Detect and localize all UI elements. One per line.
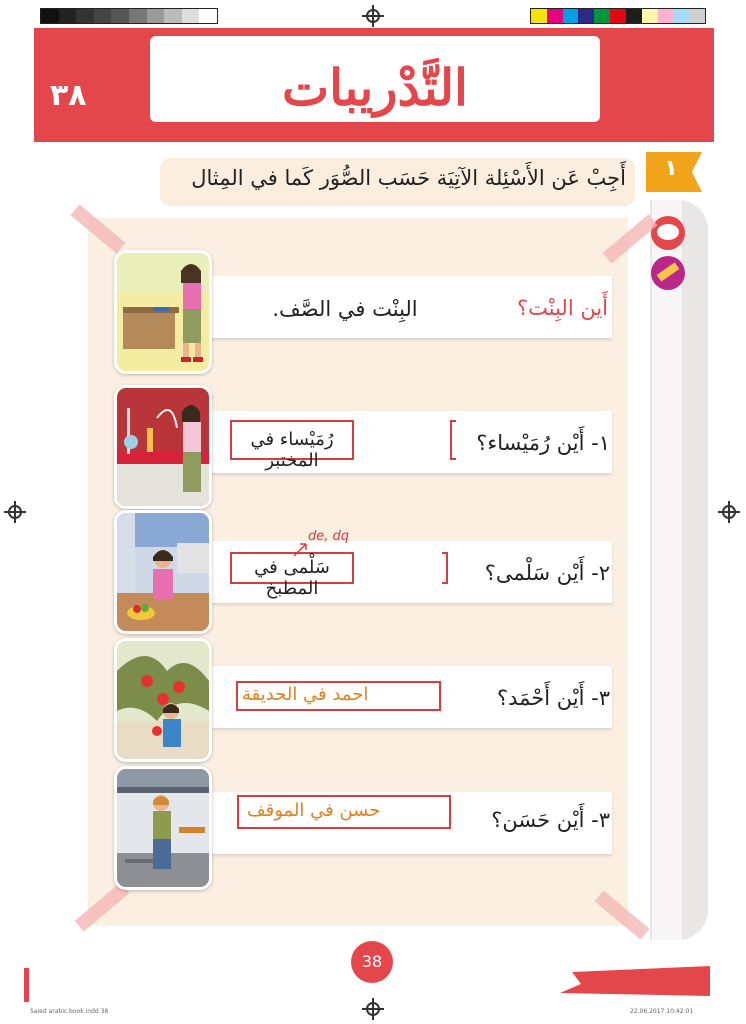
answer-text: حسن في الموقف xyxy=(247,800,381,821)
answer-bracket xyxy=(442,552,448,584)
color-calibration-strip xyxy=(530,8,706,24)
file-info: Saied arabic book.indd 38 xyxy=(30,1008,109,1015)
example-question: أَين البِنْت؟ xyxy=(516,296,608,320)
classroom-picture xyxy=(114,250,212,374)
page-number-badge: 38 xyxy=(351,941,393,983)
correction-arrow-icon xyxy=(292,540,312,558)
answer-bracket xyxy=(450,420,456,460)
registration-mark-icon xyxy=(366,1002,380,1016)
answer-text: سَلْمى في المطبخ xyxy=(254,557,330,599)
speech-bubble-inner xyxy=(657,224,679,240)
garden-picture xyxy=(114,638,212,762)
side-tab-stripe xyxy=(652,200,682,940)
registration-mark-icon xyxy=(8,505,22,519)
answer-text: رُمَيْساء في المختبر xyxy=(250,429,334,471)
footer-banner xyxy=(560,966,710,996)
answer-text: احمد في الحديقة xyxy=(242,684,369,705)
question-text: ٢- أَيْن سَلْمى؟ xyxy=(484,561,610,585)
bus-stop-picture xyxy=(114,766,212,890)
registration-mark-icon xyxy=(366,9,380,23)
question-text: ١- أَيْن رُمَيْساء؟ xyxy=(476,431,610,455)
example-answer: البِنْت في الصَّف. xyxy=(272,297,418,321)
footer-edge-bar xyxy=(24,968,29,1002)
lab-picture xyxy=(114,385,212,509)
grayscale-calibration-strip xyxy=(40,8,218,24)
handwritten-note: de, dq xyxy=(308,529,350,544)
question-text: ٣- أَيْن أَحْمَد؟ xyxy=(497,686,610,710)
registration-mark-icon xyxy=(722,505,736,519)
exercise-number: ١ xyxy=(664,156,678,181)
print-timestamp: 22.06.2017 10:42:01 xyxy=(630,1008,694,1015)
page-title: التَّدْريبات xyxy=(282,58,468,117)
kitchen-picture xyxy=(114,510,212,634)
instruction-text: أَجِبْ عَن الأَسْئِلة الآتِيَة حَسَب الصُّوَر كَما في المِثال xyxy=(191,166,626,190)
header-page-number: ٣٨ xyxy=(50,78,87,113)
question-text: ٣- أَيْن حَسَن؟ xyxy=(491,808,610,832)
